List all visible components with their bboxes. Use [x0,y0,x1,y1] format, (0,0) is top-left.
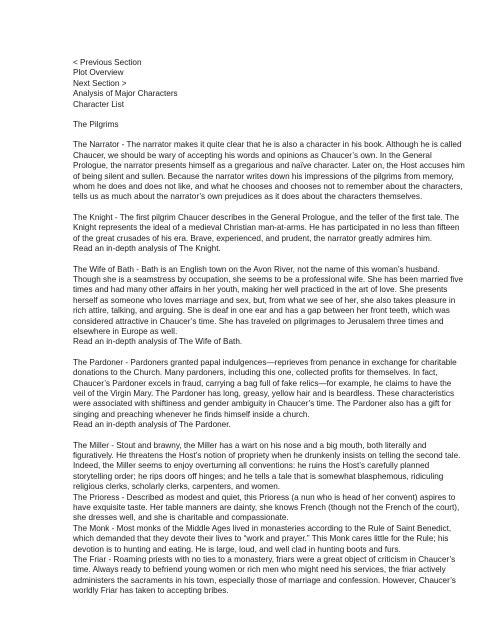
next-section-link[interactable]: Next Section > [73,78,127,88]
prioress-entry: The Prioress - Described as modest and quiet, this Prioress (a nun who is head of her convent) aspires to have exquisite taste. Her table manners are dainty, she knows French (though not the French of the court), she dresses well, and she is charitable and compassionate. [73,492,460,523]
pardoner-entry: The Pardoner - Pardoners granted papal indulgences—reprieves from penance in exchange for charitable donations to the Church. Many pardoners, including this one, collected profits for themselves. In fact, Chaucer’s Pardoner excels in fraud, carrying a bag full of fake relics—for example, he claims to have the veil of the Virgin Mary. The Pardoner has long, greasy, yellow hair and is beardless. These characteristics were associated with shiftiness and gender ambiguity in Chaucer’s time. The Pardoner also has a gift for singing and preaching whenever he finds himself inside a church. [73,357,457,419]
narrator-entry: The Narrator - The narrator makes it quite clear that he is also a character in his book. Although he is called Chaucer, we should be wary of accepting his words and opinions as Chaucer’s own. In the General Prologue, the narrator presents himself as a gregarious and naïve character. Later on, the Host accuses him of being silent and sullen. Because the narrator writes down his impressions of the pilgrims from memory, whom he does and does not like, and what he chooses and chooses not to remember about the characters, tells us as much about the narrator’s own prejudices as it does about the characters themselves. [73,140,465,202]
wife-of-bath-analysis-link[interactable]: Read an in-depth analysis of The Wife of Bath. [73,337,243,347]
analysis-major-characters-link[interactable]: Analysis of Major Characters [73,89,178,99]
wife-of-bath-entry: The Wife of Bath - Bath is an English town on the Avon River, not the name of this woman’s husband. Though she is a seamstress by occupation, she seems to be a professional wife. She has been married five times and had many other affairs in her youth, making her well practiced in the art of love. She presents herself as someone who loves marriage and sex, but, from what we see of her, she also takes pleasure in rich attire, talking, and arguing. She is deaf in one ear and has a gap between her front teeth, which was considered attractive in Chaucer’s time. She has traveled on pilgrimages to Jerusalem three times and elsewhere in Europe as well. [73,264,464,336]
knight-analysis-link[interactable]: Read an in-depth analysis of The Knight. [73,244,221,254]
knight-entry: The Knight - The first pilgrim Chaucer describes in the General Prologue, and the teller of the first tale. The Knight represents the ideal of a medieval Christian man-at-arms. He has participated in no less than fifteen of the great crusades of his era. Brave, experienced, and prudent, the narrator greatly admires him. [73,212,460,243]
pardoner-analysis-link[interactable]: Read an in-depth analysis of The Pardoner. [73,420,231,430]
friar-entry: The Friar - Roaming priests with no ties to a monastery, friars were a great object of criticism in Chaucer’s time. Always ready to befriend young women or rich men who might need his services, the friar actively administers the sacraments in his town, especially those of marriage and confession. However, Chaucer’s worldly Friar has taken to accepting bribes. [73,555,456,596]
miller-entry: The Miller - Stout and brawny, the Miller has a wart on his nose and a big mouth, both literally and figuratively. He threatens the Host’s notion of propriety when he drunkenly insists on telling the second tale. Indeed, the Miller seems to enjoy overturning all conventions: he ruins the Host’s carefully planned storytelling order; he rips doors off hinges; and he tells a tale that is somewhat blasphemous, ridiculing religious clerks, scholarly clerks, carpenters, and women. [73,440,461,492]
section-heading: The Pilgrims [73,120,119,130]
previous-section-link[interactable]: < Previous Section [73,58,142,67]
navigation-links [73,58,465,110]
character-list-link[interactable]: Character List [73,99,124,109]
plot-overview-link[interactable]: Plot Overview [73,68,124,78]
monk-entry: The Monk - Most monks of the Middle Ages lived in monasteries according to the Rule of Saint Benedict, which demanded that they devote their lives to “work and prayer.” This Monk cares little for the Rule; his devotion is to hunting and eating. He is large, loud, and well clad in hunting boots and furs. [73,523,452,554]
